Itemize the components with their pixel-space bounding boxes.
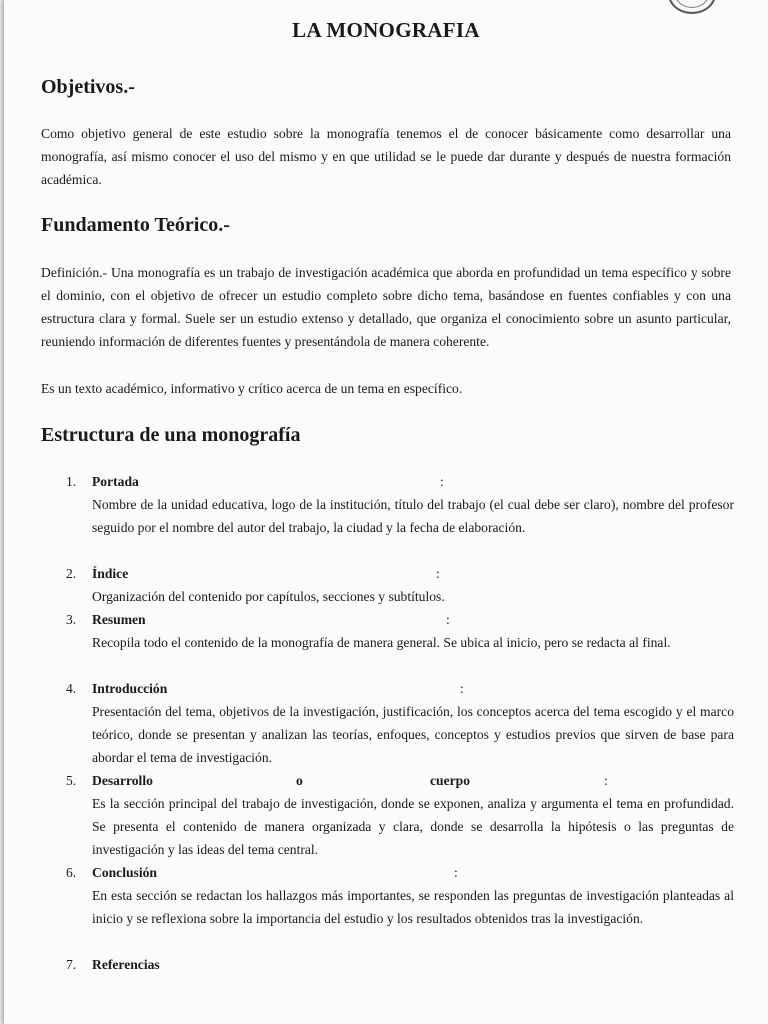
- fundamento-text: [41, 261, 731, 353]
- list-item-introduccion: [66, 677, 734, 769]
- list-item-title: Portada: [92, 474, 139, 489]
- list-item-indice: [66, 562, 734, 608]
- list-item-title: Introducción: [92, 681, 168, 696]
- heading-objetivos: Objetivos.-: [41, 76, 135, 98]
- list-item-title-mid: o: [296, 773, 303, 788]
- list-item-title: Conclusión: [92, 865, 157, 880]
- list-item-title: Resumen: [92, 612, 146, 627]
- list-number: 6.: [66, 865, 77, 880]
- list-item-colon: :: [460, 681, 464, 696]
- list-item-colon: :: [440, 474, 444, 489]
- fundamento-definition: Definición.- Una monografía es un trabajo de investigación académica que aborda en profundidad un tema específico y sobre el dominio, con el objetivo de ofrecer un estudio completo sobre dicho tema, basándose en fuentes confiables y con una estructura clara y formal. Suele ser un estudio extenso y detallado, que organiza el conocimiento sobre un asunto particular, reuniendo información de diferentes fuentes y presentándola de manera coherente.: [41, 265, 731, 349]
- seal-icon: [668, 0, 716, 14]
- heading-estructura: Estructura de una monografía: [41, 424, 301, 446]
- list-item-referencias: [66, 953, 734, 976]
- list-item-portada: [66, 470, 734, 539]
- list-number: 7.: [66, 957, 77, 972]
- list-item-colon: :: [454, 865, 458, 880]
- list-item-body: Nombre de la unidad educativa, logo de la institución, título del trabajo (el cual debe ser claro), nombre del profesor seguido por el nombre del autor del trabajo, la ciudad y la fecha de elaboración.: [92, 497, 734, 535]
- list-item-body: Recopila todo el contenido de la monografía de manera general. Se ubica al inicio, pero se redacta al final.: [92, 635, 671, 650]
- list-item-body: Presentación del tema, objetivos de la investigación, justificación, los conceptos acerca del tema escogido y el marco teórico, donde se presentan y analizan las teorías, enfoques, conceptos y estudios previos que sirven de base para abordar el tema de investigación.: [92, 704, 734, 765]
- list-item-title: Índice: [92, 566, 129, 581]
- list-number: 3.: [66, 612, 77, 627]
- document-page: [4, 0, 768, 1024]
- list-item-title-end: cuerpo: [430, 773, 471, 788]
- list-item-colon: :: [604, 773, 608, 788]
- list-number: 5.: [66, 773, 77, 788]
- list-number: 2.: [66, 566, 77, 581]
- list-item-body: En esta sección se redactan los hallazgos más importantes, se responden las preguntas de investigación planteadas al inicio y se reflexiona sobre la importancia del estudio y los resultados obtenidos tras la investigación.: [92, 888, 734, 926]
- list-number: 4.: [66, 681, 77, 696]
- list-item-title: Referencias: [92, 957, 160, 972]
- list-item-conclusion: [66, 861, 734, 930]
- list-item-resumen: [66, 608, 734, 654]
- list-number: 1.: [66, 474, 77, 489]
- list-item-colon: :: [436, 566, 440, 581]
- list-item-body: Es la sección principal del trabajo de investigación, donde se exponen, analiza y argumenta el tema en profundidad. Se presenta el contenido de manera organizada y clara, donde se desarrolla la hipótesis o las preguntas de investigación y las ideas del tema central.: [92, 796, 734, 857]
- document-title: LA MONOGRAFIA: [292, 18, 480, 42]
- list-item-body: Organización del contenido por capítulos, secciones y subtítulos.: [92, 589, 445, 604]
- objetivos-text: Como objetivo general de este estudio sobre la monografía tenemos el de conocer básicamente como desarrollar una monografía, así mismo conocer el uso del mismo y en que utilidad se le puede dar durante y después de nuestra formación académica.: [41, 126, 731, 187]
- fundamento-text-2: Es un texto académico, informativo y crítico acerca de un tema en específico.: [41, 381, 463, 396]
- list-item-desarrollo: [66, 769, 734, 861]
- list-item-title: Desarrollo: [92, 773, 153, 788]
- heading-fundamento: Fundamento Teórico.-: [41, 214, 230, 236]
- list-item-colon: :: [446, 612, 450, 627]
